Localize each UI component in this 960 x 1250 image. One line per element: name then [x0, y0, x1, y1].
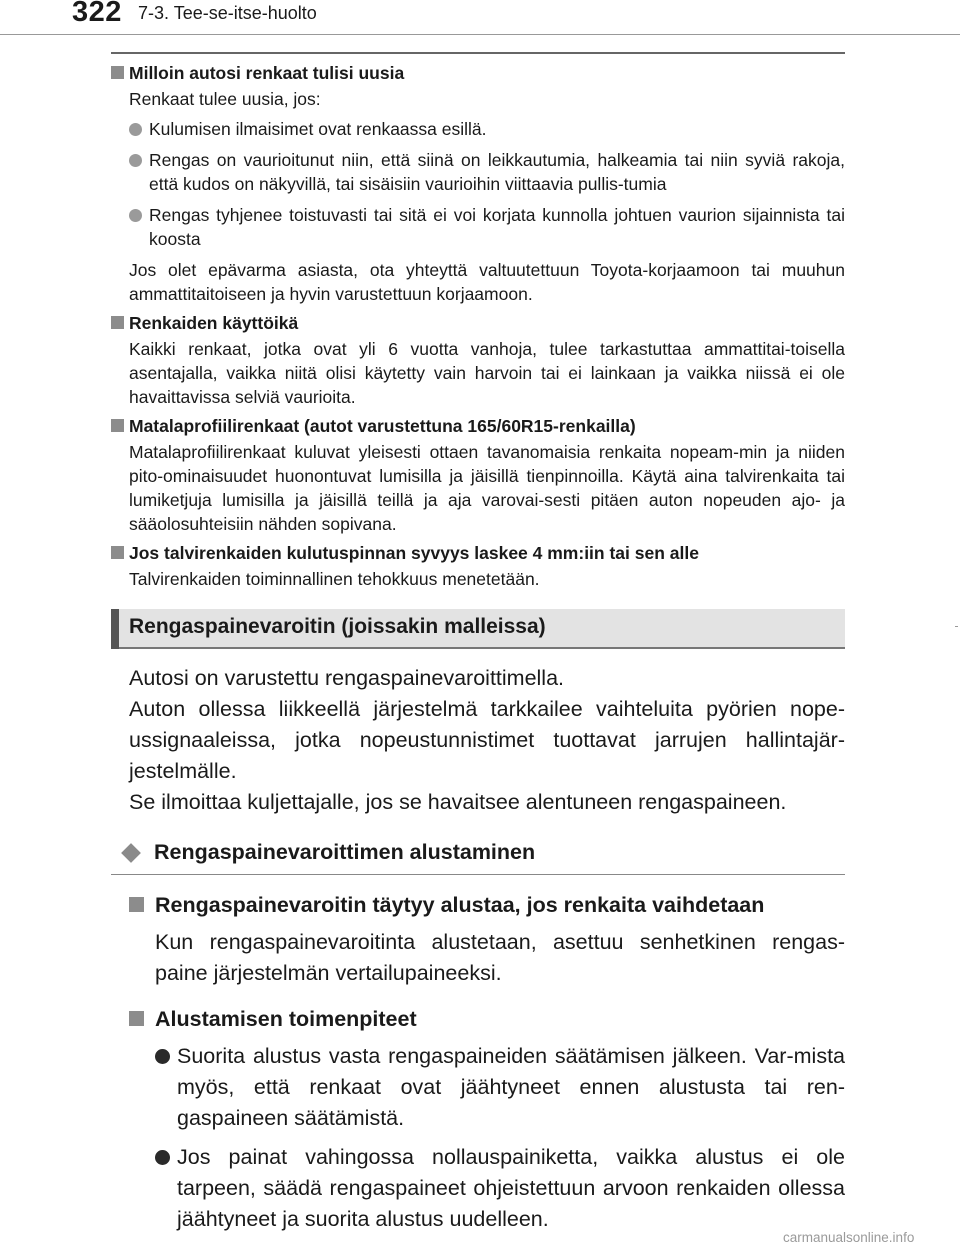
paragraph: Autosi on varustettu rengaspainevaroittimella. [129, 666, 565, 690]
banner-title: Rengaspainevaroitin (joissakin malleissa) [129, 615, 546, 638]
paragraph: Kaikki renkaat, jotka ovat yli 6 vuotta vanhoja, tulee tarkastuttaa ammattitai-toisella asentajalla, vaikka niitä olisi käytetty vain harvoin tai ei lainkaan ja vaikka niissä ei ole havaittavissa selviä vaurioita. [129, 339, 845, 407]
circle-bullet-icon [155, 1049, 170, 1064]
section-banner [111, 609, 845, 649]
section-title: Renkaiden käyttöikä [129, 313, 299, 333]
subsection-heading [111, 838, 845, 875]
paragraph: Kun rengaspainevaroitinta alustetaan, asettuu senhetkinen rengas-paine järjestelmän vertailupaineeksi. [155, 930, 845, 985]
section-title: Jos talvirenkaiden kulutuspinnan syvyys laskee 4 mm:iin tai sen alle [129, 543, 699, 563]
list-item-text: Rengas tyhjenee toistuvasti tai sitä ei voi korjata kunnolla johtuen vaurion sijainnista tai koosta [149, 205, 845, 249]
list-item-text: Kulumisen ilmaisimet ovat renkaassa esillä. [149, 119, 487, 139]
paragraph: Se ilmoittaa kuljettajalle, jos se havaitsee alentuneen rengaspaineen. [129, 790, 787, 814]
list-item [129, 117, 845, 141]
watermark: carmanualsonline.info [783, 1230, 915, 1245]
subheading [111, 1005, 845, 1033]
section-heading [111, 312, 845, 334]
paragraph: Talvirenkaiden toiminnallinen tehokkuus menetetään. [129, 569, 540, 589]
circle-bullet-icon [129, 123, 142, 136]
page-content [111, 62, 845, 1243]
square-bullet-icon [111, 419, 124, 432]
list-item [129, 203, 845, 251]
section-heading [111, 415, 845, 437]
section-heading [111, 62, 845, 84]
page-header [0, 0, 960, 36]
subheading [111, 891, 845, 919]
circle-bullet-icon [155, 1150, 170, 1165]
square-bullet-icon [111, 546, 124, 559]
section-title: Milloin autosi renkaat tulisi uusia [129, 63, 405, 83]
paragraph: Auton ollessa liikkeellä järjestelmä tarkkailee vaihteluita pyörien nope-ussignaaleissa, jotka nopeustunnistimet tuottavat jarrujen hallintajär-jestelmälle. [129, 697, 845, 783]
list-item [155, 1142, 845, 1235]
list-item-text: Suorita alustus vasta rengaspaineiden säätämisen jälkeen. Var-mista myös, että renkaat ovat jäähtyneet ennen alustusta tai ren-gaspaineen säätämistä. [177, 1044, 845, 1130]
square-bullet-icon [111, 316, 124, 329]
square-bullet-icon [111, 66, 124, 79]
list-item-text: Rengas on vaurioitunut niin, että siinä on leikkautumia, halkeamia tai niin syviä rakoja, että kudos on näkyvillä, tai sisäisiin vaurioihin viittaavia pullis-tumia [149, 150, 845, 194]
chapter-title: 7-3. Tee-se-itse-huolto [138, 3, 317, 23]
edge-mark [955, 626, 958, 627]
diamond-bullet-icon [121, 843, 141, 863]
paragraph: Jos olet epävarma asiasta, ota yhteyttä valtuutettuun Toyota-korjaamoon tai muuhun ammattitaitoiseen ja hyvin varustettuun korjaamoon. [129, 260, 845, 304]
square-bullet-icon [129, 897, 144, 912]
page-number: 322 [72, 0, 122, 28]
subheading-title: Rengaspainevaroitin täytyy alustaa, jos renkaita vaihdetaan [155, 893, 765, 917]
square-bullet-icon [129, 1011, 144, 1026]
subsection-title: Rengaspainevaroittimen alustaminen [154, 840, 536, 864]
paragraph: Matalaprofiilirenkaat kuluvat yleisesti ottaen tavanomaisia renkaita nopeam-min ja niiden pito-ominaisuudet huonontuvat lumisilla ja jäisillä tienpinnoilla. Käytä aina talvirenkaita tai lumiketjuja lumisilla ja jäisillä teillä ja aja varovai-sesti pitäen auton nopeuden ajo- ja sääolosuhteisiin nähden sopivana. [129, 442, 845, 534]
circle-bullet-icon [129, 209, 142, 222]
section-heading [111, 542, 845, 564]
banner-accent-bar [111, 609, 119, 649]
list-item-text: Jos painat vahingossa nollauspainiketta, vaikka alustus ei ole tarpeen, säädä rengaspaineet ohjeistettuun arvoon renkaiden ollessa jäähtyneet ja suorita alustus uudelleen. [177, 1145, 845, 1231]
top-rule [111, 52, 845, 54]
subheading-title: Alustamisen toimenpiteet [155, 1007, 417, 1031]
list-item [129, 148, 845, 196]
list-item [155, 1041, 845, 1134]
paragraph: Renkaat tulee uusia, jos: [129, 89, 321, 109]
circle-bullet-icon [129, 154, 142, 167]
section-title: Matalaprofiilirenkaat (autot varustettuna 165/60R15-renkailla) [129, 416, 636, 436]
header-rule [0, 34, 960, 35]
